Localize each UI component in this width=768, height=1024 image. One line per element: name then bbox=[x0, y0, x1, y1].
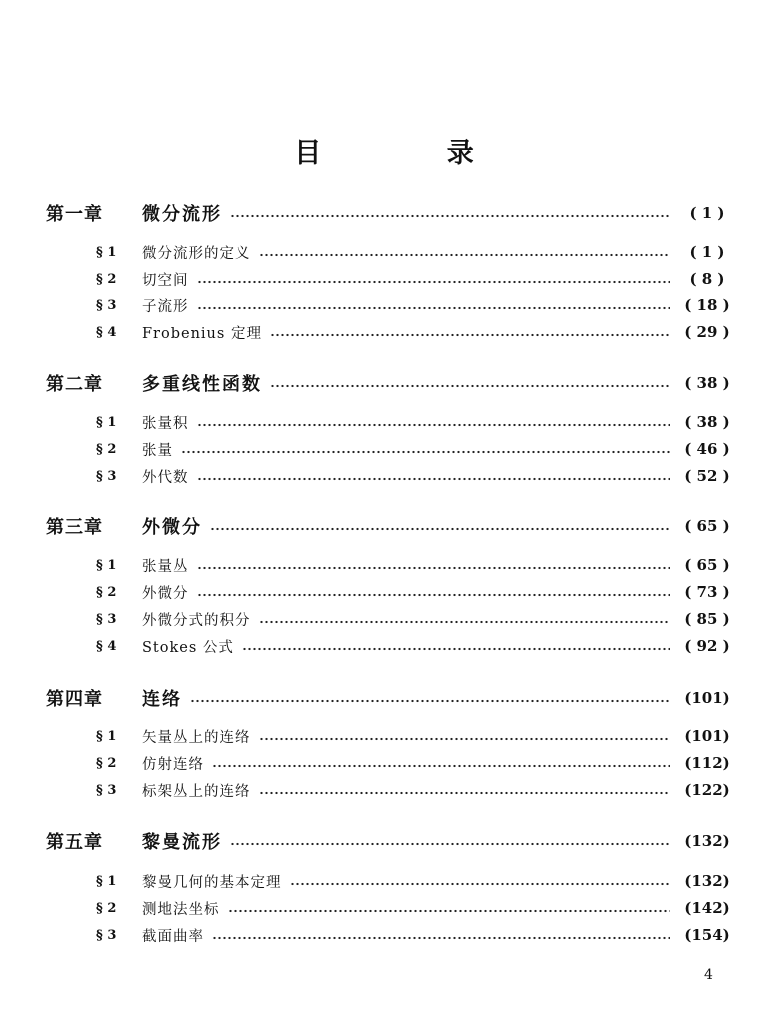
dot-leader bbox=[259, 607, 671, 631]
toc-section-1-1 bbox=[96, 240, 736, 264]
section-page: ( 52 ) bbox=[684, 467, 730, 485]
section-title: 张量积 bbox=[142, 415, 189, 432]
section-number: § 3 bbox=[96, 297, 117, 313]
dot-leader bbox=[259, 778, 671, 802]
chapter-number: 第五章 bbox=[46, 832, 103, 853]
section-title: 子流形 bbox=[142, 298, 189, 315]
section-title: 切空间 bbox=[142, 272, 189, 289]
chapter-title: 外微分 bbox=[142, 517, 202, 538]
section-number: § 1 bbox=[96, 557, 117, 573]
chapter-title: 连络 bbox=[142, 689, 182, 710]
dot-leader bbox=[197, 410, 671, 434]
section-number: § 3 bbox=[96, 611, 117, 627]
section-title: 仿射连络 bbox=[142, 756, 204, 773]
dot-leader bbox=[270, 371, 670, 395]
dot-leader bbox=[230, 829, 670, 853]
chapter-title: 黎曼流形 bbox=[142, 832, 222, 853]
section-number: § 1 bbox=[96, 728, 117, 744]
section-page: (132) bbox=[684, 872, 730, 890]
section-page: ( 92 ) bbox=[684, 637, 730, 655]
section-number: § 1 bbox=[96, 244, 117, 260]
section-page: ( 46 ) bbox=[684, 440, 730, 458]
dot-leader bbox=[181, 437, 670, 461]
chapter-page: ( 1 ) bbox=[689, 204, 725, 222]
section-title: 标架丛上的连络 bbox=[142, 783, 251, 800]
dot-leader bbox=[230, 201, 670, 225]
section-title: 外微分 bbox=[142, 585, 189, 602]
section-page: (122) bbox=[684, 781, 730, 799]
section-title: Stokes 公式 bbox=[142, 639, 234, 656]
section-number: § 1 bbox=[96, 873, 117, 889]
toc-chapter-4 bbox=[46, 686, 736, 710]
section-page: ( 65 ) bbox=[684, 556, 730, 574]
section-number: § 3 bbox=[96, 927, 117, 943]
toc-chapter-2 bbox=[46, 371, 736, 395]
section-page: ( 1 ) bbox=[689, 243, 725, 261]
toc-section-3-4 bbox=[96, 634, 736, 658]
dot-leader bbox=[212, 923, 670, 947]
section-number: § 2 bbox=[96, 900, 117, 916]
section-title: Frobenius 定理 bbox=[142, 325, 262, 342]
toc-chapter-1 bbox=[46, 201, 736, 225]
section-title: 测地法坐标 bbox=[142, 901, 220, 918]
dot-leader bbox=[190, 686, 670, 710]
toc-chapter-5 bbox=[46, 829, 736, 853]
toc-section-5-1 bbox=[96, 869, 736, 893]
toc-section-1-3 bbox=[96, 293, 736, 317]
section-number: § 3 bbox=[96, 468, 117, 484]
dot-leader bbox=[259, 240, 671, 264]
toc-section-5-2 bbox=[96, 896, 736, 920]
section-page: ( 29 ) bbox=[684, 323, 730, 341]
dot-leader bbox=[290, 869, 671, 893]
toc-section-4-1 bbox=[96, 724, 736, 748]
toc-section-4-2 bbox=[96, 751, 736, 775]
chapter-page: ( 38 ) bbox=[684, 374, 730, 392]
dot-leader bbox=[228, 896, 671, 920]
dot-leader bbox=[270, 320, 670, 344]
section-number: § 2 bbox=[96, 441, 117, 457]
section-title: 微分流形的定义 bbox=[142, 245, 251, 262]
toc-section-1-4 bbox=[96, 320, 736, 344]
chapter-page: ( 65 ) bbox=[684, 517, 730, 535]
chapter-number: 第三章 bbox=[46, 517, 103, 538]
section-page: ( 18 ) bbox=[684, 296, 730, 314]
section-page: (154) bbox=[684, 926, 730, 944]
toc-section-3-2 bbox=[96, 580, 736, 604]
toc-section-5-3 bbox=[96, 923, 736, 947]
section-page: (112) bbox=[684, 754, 730, 772]
chapter-number: 第四章 bbox=[46, 689, 103, 710]
section-page: ( 73 ) bbox=[684, 583, 730, 601]
toc-section-1-2 bbox=[96, 267, 736, 291]
section-page: ( 38 ) bbox=[684, 413, 730, 431]
section-page: (101) bbox=[684, 727, 730, 745]
dot-leader bbox=[242, 634, 670, 658]
dot-leader bbox=[197, 580, 671, 604]
section-number: § 2 bbox=[96, 271, 117, 287]
dot-leader bbox=[197, 293, 671, 317]
section-title: 截面曲率 bbox=[142, 928, 204, 945]
chapter-title: 多重线性函数 bbox=[142, 374, 262, 395]
toc-section-2-3 bbox=[96, 464, 736, 488]
section-number: § 4 bbox=[96, 638, 117, 654]
dot-leader bbox=[197, 464, 671, 488]
chapter-number: 第一章 bbox=[46, 204, 103, 225]
toc-section-4-3 bbox=[96, 778, 736, 802]
section-number: § 3 bbox=[96, 782, 117, 798]
section-page: ( 8 ) bbox=[689, 270, 725, 288]
section-title: 黎曼几何的基本定理 bbox=[142, 874, 282, 891]
chapter-page: (132) bbox=[684, 832, 730, 850]
dot-leader bbox=[259, 724, 671, 748]
dot-leader bbox=[197, 553, 671, 577]
toc-section-2-2 bbox=[96, 437, 736, 461]
dot-leader bbox=[212, 751, 670, 775]
section-page: ( 85 ) bbox=[684, 610, 730, 628]
section-title: 张量 bbox=[142, 442, 173, 459]
dot-leader bbox=[210, 514, 670, 538]
section-number: § 1 bbox=[96, 414, 117, 430]
section-number: § 4 bbox=[96, 324, 117, 340]
section-number: § 2 bbox=[96, 755, 117, 771]
dot-leader bbox=[197, 267, 671, 291]
section-title: 外代数 bbox=[142, 469, 189, 486]
chapter-number: 第二章 bbox=[46, 374, 103, 395]
section-page: (142) bbox=[684, 899, 730, 917]
page-title: 目 录 bbox=[294, 138, 532, 169]
section-title: 矢量丛上的连络 bbox=[142, 729, 251, 746]
toc-section-3-3 bbox=[96, 607, 736, 631]
page-number: 4 bbox=[704, 967, 713, 983]
section-title: 外微分式的积分 bbox=[142, 612, 251, 629]
section-title: 张量丛 bbox=[142, 558, 189, 575]
chapter-page: (101) bbox=[684, 689, 730, 707]
toc-section-2-1 bbox=[96, 410, 736, 434]
toc-section-3-1 bbox=[96, 553, 736, 577]
chapter-title: 微分流形 bbox=[142, 204, 222, 225]
section-number: § 2 bbox=[96, 584, 117, 600]
toc-chapter-3 bbox=[46, 514, 736, 538]
